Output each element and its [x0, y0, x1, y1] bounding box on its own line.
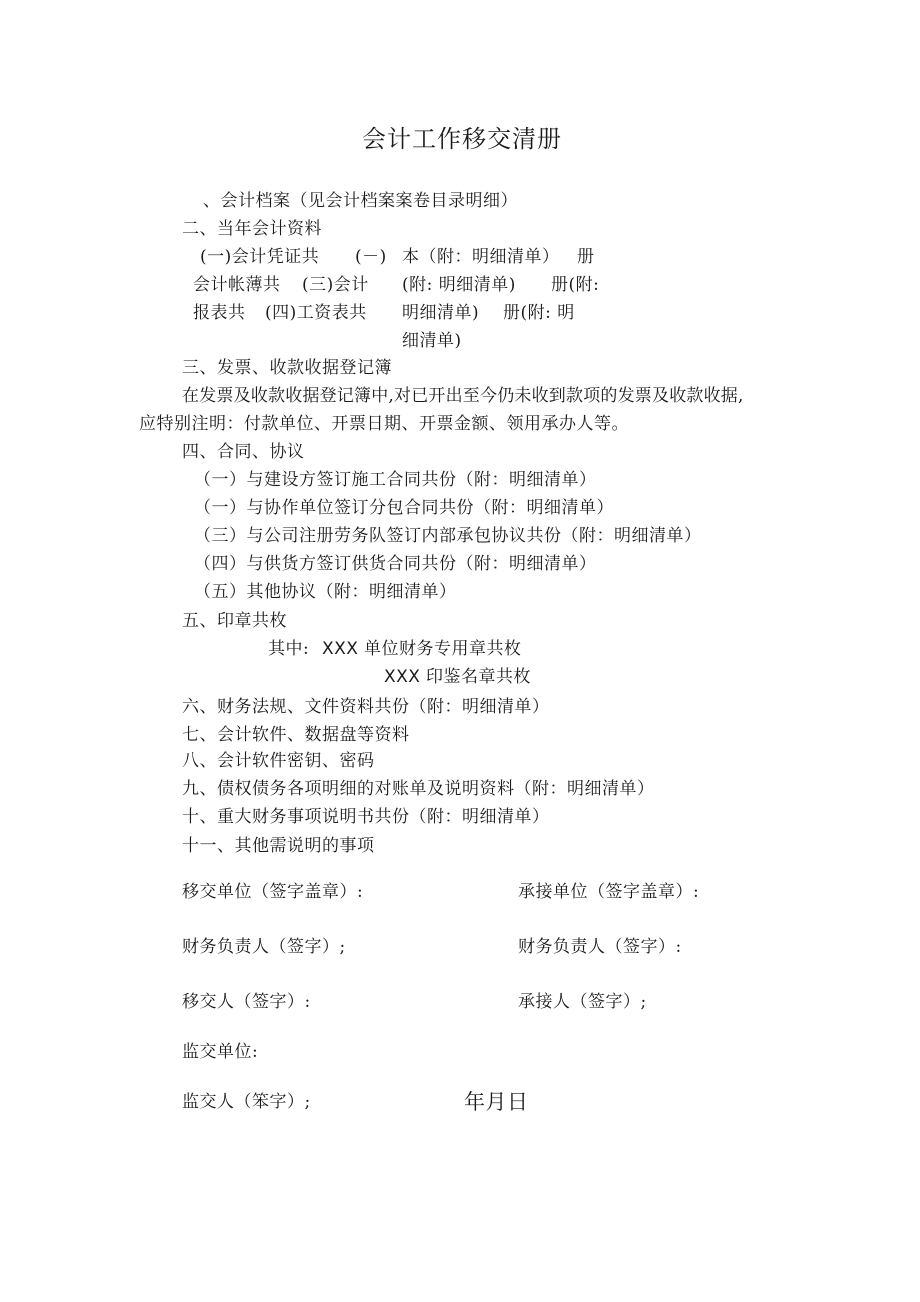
supervisor-signature-label: 监交人（笨字）;: [182, 1092, 311, 1112]
sec2-r1-c: 本（附：明细清单）: [402, 247, 560, 267]
document-title: 会计工作移交清册: [362, 125, 562, 153]
sec2-r4-c: 细清单): [402, 331, 462, 351]
section-11-heading: 十一、其他需说明的事项: [182, 836, 375, 856]
section-6-heading: 六、财务法规、文件资料共份（附：明细清单）: [182, 697, 550, 717]
section-3-heading: 三、发票、收款收据登记簿: [182, 358, 392, 378]
sec2-r1-a: (一)会计凭证共: [200, 247, 320, 267]
sec2-r3-a: 报表共: [193, 303, 246, 323]
seal-line-1-xxx: XXX: [322, 639, 359, 659]
section-4-item: （三）与公司注册劳务队签订内部承包协议共份（附：明细清单）: [194, 526, 702, 546]
section-4-heading: 四、合同、协议: [182, 442, 305, 462]
section-8-heading: 八、会计软件密钥、密码: [182, 751, 375, 771]
section-10-heading: 十、重大财务事项说明书共份（附：明细清单）: [182, 807, 550, 827]
section-5-heading: 五、印章共枚: [182, 611, 287, 631]
seal-line-2-text: 印鉴名章共枚: [426, 667, 531, 687]
seal-line-1-text: 单位财务专用章共枚: [364, 639, 522, 659]
date-label: 年月日: [464, 1090, 529, 1114]
transfer-unit-signature-label: 移交单位（签字盖章）:: [182, 882, 364, 902]
seal-line-1-prefix: 其中:: [268, 639, 310, 659]
seal-line-2-xxx: XXX: [384, 667, 421, 687]
sec2-r3-c: 明细清单): [402, 303, 480, 323]
sec2-r3-d: 册(附: 明: [503, 303, 575, 323]
section-4-item: （一）与协作单位签订分包合同共份（附：明细清单）: [194, 498, 614, 518]
section-1-heading: 、会计档案（见会计档案案卷目录明细）: [203, 191, 518, 211]
sec2-r2-c: (附: 明细清单): [402, 275, 516, 295]
sec2-r2-d: 册(附:: [551, 275, 600, 295]
section-3-paragraph-line-2: 应特别注明：付款单位、开票日期、开票金额、领用承办人等。: [139, 414, 629, 434]
supervise-unit-label: 监交单位:: [182, 1042, 259, 1062]
sec2-r2-b: (三)会计: [302, 275, 369, 295]
transferor-signature-label: 移交人（签字）:: [182, 992, 311, 1012]
section-2-heading: 二、当年会计资料: [182, 219, 322, 239]
sec2-r3-b: (四)工资表共: [265, 303, 367, 323]
sec2-r1-d: 册: [577, 247, 595, 267]
receiver-signature-label: 承接人（签字）;: [518, 992, 647, 1012]
receive-unit-signature-label: 承接单位（签字盖章）:: [518, 882, 700, 902]
section-4-item: （一）与建设方签订施工合同共份（附：明细清单）: [194, 470, 597, 490]
finance-head-right-label: 财务负责人（签字）:: [518, 937, 682, 957]
finance-head-left-label: 财务负责人（签字）;: [182, 937, 346, 957]
section-4-item: （四）与供货方签订供货合同共份（附：明细清单）: [194, 554, 597, 574]
section-9-heading: 九、债权债务各项明细的对账单及说明资料（附：明细清单）: [182, 779, 655, 799]
section-7-heading: 七、会计软件、数据盘等资料: [182, 725, 410, 745]
sec2-r1-b: (－): [355, 247, 387, 267]
section-4-item: （五）其他协议（附：明细清单）: [194, 582, 457, 602]
sec2-r2-a: 会计帐薄共: [193, 275, 281, 295]
section-3-paragraph-line-1: 在发票及收款收据登记簿中,对已开出至今仍未收到款项的发票及收款收据,: [182, 386, 744, 406]
